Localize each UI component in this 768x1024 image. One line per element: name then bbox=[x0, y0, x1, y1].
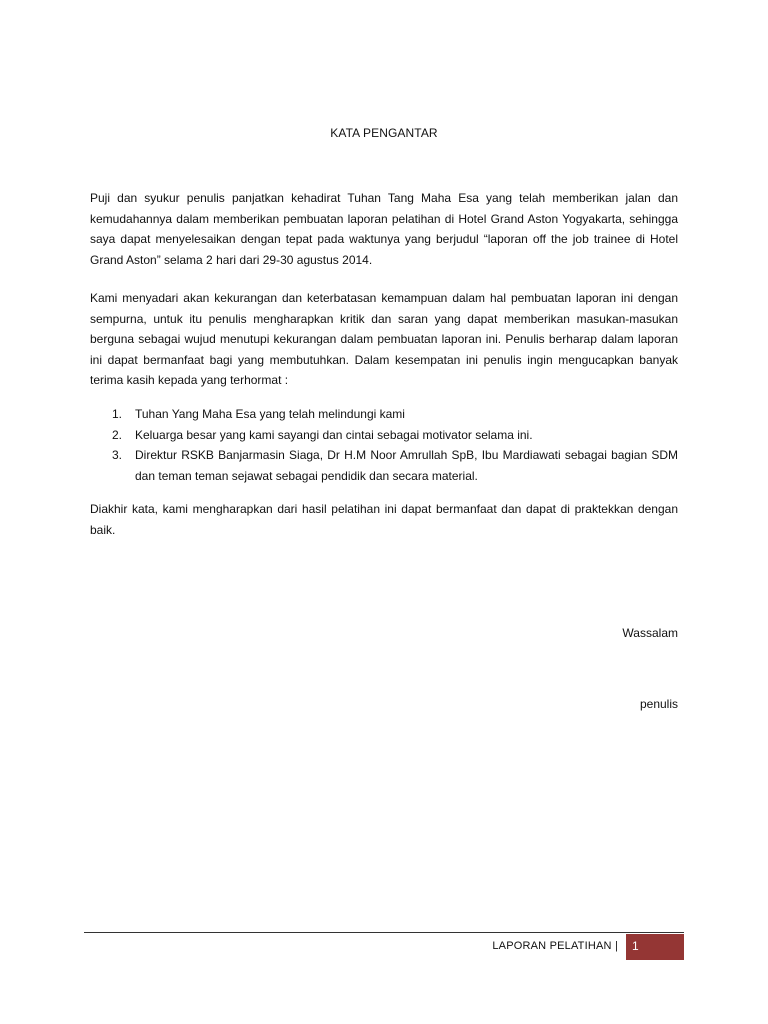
list-item-text: Direktur RSKB Banjarmasin Siaga, Dr H.M Noor Amrullah SpB, Ibu Mardiawati sebagai bagian SDM dan teman teman sejawat sebagai pendidik dan secara material. bbox=[135, 448, 678, 483]
list-item-number: 3. bbox=[112, 448, 123, 462]
closing-salutation: Wassalam bbox=[622, 626, 678, 640]
list-item-text: Tuhan Yang Maha Esa yang telah melindungi kami bbox=[135, 407, 405, 421]
page-title: KATA PENGANTAR bbox=[330, 126, 438, 140]
footer-divider bbox=[84, 932, 684, 933]
thanks-list bbox=[90, 404, 678, 486]
footer-label: LAPORAN PELATIHAN | bbox=[492, 940, 618, 952]
signature: penulis bbox=[639, 697, 678, 711]
intro-paragraph: Puji dan syukur penulis panjatkan kehadirat Tuhan Tang Maha Esa yang telah memberikan jalan dan kemudahannya dalam memberikan pembuatan laporan pelatihan di Hotel Grand Aston Yogyakarta, sehingga saya dapat menyelesaikan dengan tepat pada waktunya yang berjudul “laporan off the job trainee di Hotel Grand Aston” selama 2 hari dari 29-30 agustus 2014. bbox=[90, 191, 678, 267]
acknowledgement-paragraph: Kami menyadari akan kekurangan dan keterbatasan kemampuan dalam hal pembuatan laporan ini dengan sempurna, untuk itu penulis mengharapkan kritik dan saran yang dapat memberikan masukan-masukan berguna sebagai wujud menutupi kekurangan dalam pembuatan laporan ini. Penulis berharap dalam laporan ini dapat bermanfaat bagi yang membutuhkan. Dalam kesempatan ini penulis ingin mengucapkan banyak terima kasih kepada yang terhormat : bbox=[90, 291, 678, 387]
list-item-number: 2. bbox=[112, 427, 123, 442]
list-item bbox=[90, 425, 678, 446]
list-item bbox=[90, 445, 678, 486]
page-number-badge: 1 bbox=[626, 934, 684, 960]
list-item-text: Keluarga besar yang kami sayangi dan cintai sebagai motivator selama ini. bbox=[135, 427, 533, 442]
list-item-number: 1. bbox=[112, 407, 123, 421]
list-item bbox=[90, 404, 678, 425]
closing-paragraph: Diakhir kata, kami mengharapkan dari hasil pelatihan ini dapat bermanfaat dan dapat di praktekkan dengan baik. bbox=[90, 502, 678, 537]
